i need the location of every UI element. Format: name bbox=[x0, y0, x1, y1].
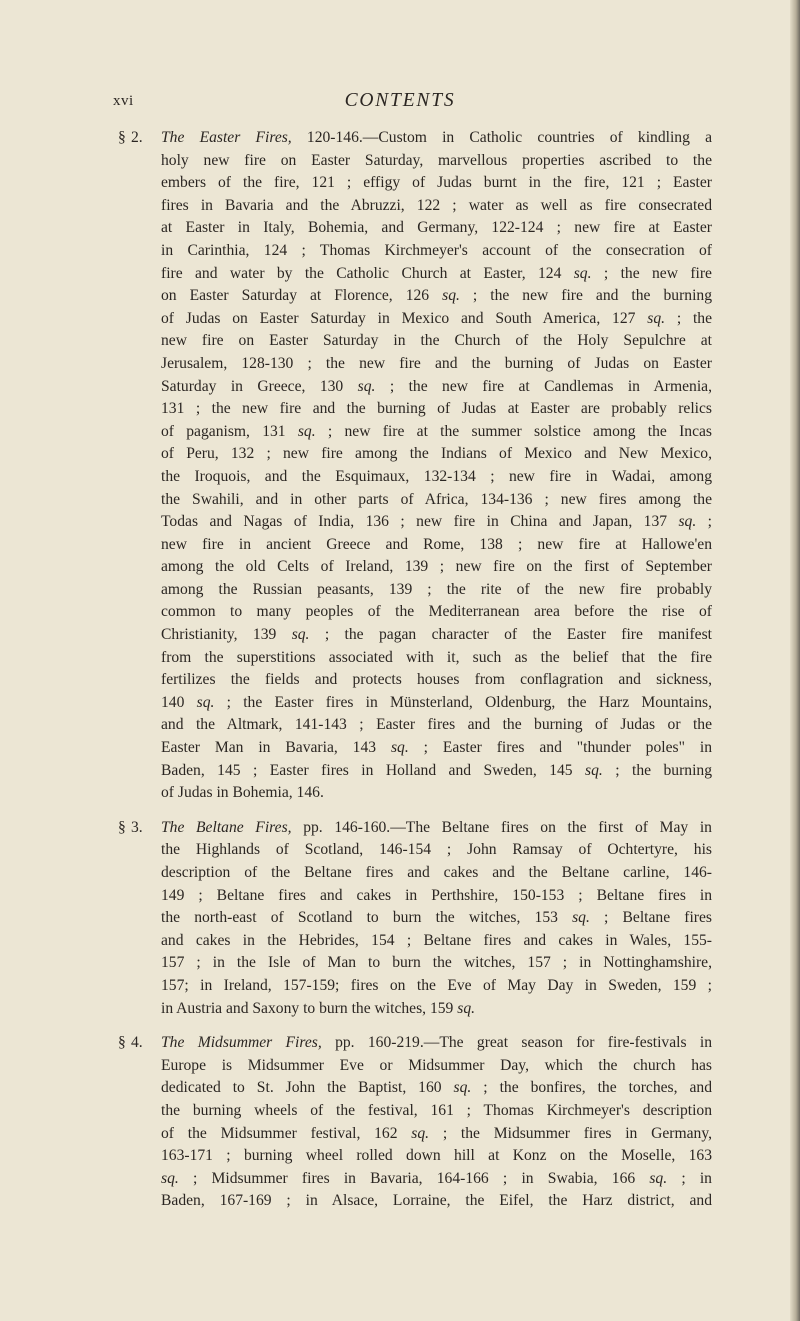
section-text-line: sq. ; Midsummer fires in Bavaria, 164-166 ; in Swabia, 166 sq. ; in bbox=[161, 1169, 712, 1187]
section-text-line: new fire in ancient Greece and Rome, 138 ; new fire at Hallowe'en bbox=[161, 535, 712, 553]
section-text-line: on Easter Saturday at Florence, 126 sq. ; the new fire and the burning bbox=[161, 287, 712, 305]
section-continuation bbox=[118, 1055, 712, 1213]
section-text-line: among the old Celts of Ireland, 139 ; new fire on the first of September bbox=[161, 558, 712, 576]
section-mark: § bbox=[118, 818, 126, 836]
section-text-line: common to many peoples of the Mediterranean area before the rise of bbox=[161, 603, 712, 621]
page-number: xvi bbox=[113, 93, 134, 109]
section-text-line: 149 ; Beltane fires and cakes in Perthshire, 150-153 ; Beltane fires in bbox=[161, 886, 712, 904]
section-number: 3. bbox=[131, 818, 143, 836]
section-text-line: 140 sq. ; the Easter fires in Münsterland, Oldenburg, the Harz Mountains, bbox=[161, 693, 712, 711]
section-text-line: 157; in Ireland, 157-159; fires on the Eve of May Day in Sweden, 159 ; bbox=[161, 976, 712, 994]
section-text-line: and the Altmark, 141-143 ; Easter fires and the burning of Judas or the bbox=[161, 716, 712, 734]
page-edge-shadow bbox=[790, 0, 800, 1321]
page-header bbox=[0, 90, 800, 119]
section-continuation bbox=[118, 150, 712, 805]
section-text-line: The Midsummer Fires, pp. 160-219.—The great season for fire-festivals in bbox=[161, 1034, 712, 1052]
section-text-line: the burning wheels of the festival, 161 ; Thomas Kirchmeyer's description bbox=[161, 1101, 712, 1119]
section-number: 2. bbox=[131, 129, 143, 146]
section-text-line: of Peru, 132 ; new fire among the Indians of Mexico and New Mexico, bbox=[161, 445, 712, 463]
section-text-line: dedicated to St. John the Baptist, 160 sq. ; the bonfires, the torches, and bbox=[161, 1079, 713, 1097]
section-text-line: 131 ; the new fire and the burning of Judas at Easter are probably relics bbox=[161, 400, 712, 418]
section-continuation bbox=[118, 839, 712, 1020]
section-first-line bbox=[118, 817, 712, 840]
section-text-line: embers of the fire, 121 ; effigy of Judas burnt in the fire, 121 ; Easter bbox=[161, 174, 712, 192]
section-text-line: in Carinthia, 124 ; Thomas Kirchmeyer's account of the consecration of bbox=[161, 241, 712, 259]
section-text-line: and cakes in the Hebrides, 154 ; Beltane fires and cakes in Wales, 155- bbox=[161, 931, 712, 949]
section-text-line: new fire on Easter Saturday in the Church of the Holy Sepulchre at bbox=[161, 332, 712, 350]
section-text-line: The Beltane Fires, pp. 146-160.—The Beltane fires on the first of May in bbox=[161, 818, 712, 836]
section-text-line: Easter Man in Bavaria, 143 sq. ; Easter fires and "thunder poles" in bbox=[161, 739, 712, 757]
section-text-line: fertilizes the fields and protects houses from conflagration and sickness, bbox=[161, 671, 712, 689]
section-text-line: the Highlands of Scotland, 146-154 ; John Ramsay of Ochtertyre, his bbox=[161, 841, 712, 859]
section-text-line: in Austria and Saxony to burn the witches, 159 sq. bbox=[161, 999, 476, 1017]
section-text-line: Jerusalem, 128-130 ; the new fire and the burning of Judas on Easter bbox=[161, 354, 712, 372]
section-text-line: among the Russian peasants, 139 ; the rite of the new fire probably bbox=[161, 580, 712, 598]
section-text-line: from the superstitions associated with it, such as the belief that the fire bbox=[161, 648, 712, 666]
section-text-line: fires in Bavaria and the Abruzzi, 122 ; water as well as fire consecrated bbox=[161, 196, 712, 214]
section-first-line bbox=[118, 1032, 712, 1055]
section-text-line: 163-171 ; burning wheel rolled down hill at Konz on the Moselle, 163 bbox=[161, 1147, 712, 1165]
section-text-line: Saturday in Greece, 130 sq. ; the new fire at Candlemas in Armenia, bbox=[161, 377, 712, 395]
section-text-line: Europe is Midsummer Eve or Midsummer Day, which the church has bbox=[161, 1056, 712, 1074]
section-text-line: Christianity, 139 sq. ; the pagan character of the Easter fire manifest bbox=[161, 626, 712, 644]
section-text-line: 157 ; in the Isle of Man to burn the witches, 157 ; in Nottinghamshire, bbox=[161, 954, 712, 972]
section-text-line: of Judas on Easter Saturday in Mexico and South America, 127 sq. ; the bbox=[161, 309, 713, 327]
section-number: 4. bbox=[131, 1034, 143, 1052]
section-text-line: fire and water by the Catholic Church at Easter, 124 sq. ; the new fire bbox=[161, 264, 712, 282]
section-text-line: of the Midsummer festival, 162 sq. ; the Midsummer fires in Germany, bbox=[161, 1124, 713, 1142]
section-text-line: at Easter in Italy, Bohemia, and Germany, 122-124 ; new fire at Easter bbox=[161, 219, 712, 237]
section-text-line: the Iroquois, and the Esquimaux, 132-134 ; new fire in Wadai, among bbox=[161, 467, 712, 485]
section-text-line: the north-east of Scotland to burn the witches, 153 sq. ; Beltane fires bbox=[161, 909, 712, 927]
section-first-line bbox=[118, 127, 712, 150]
section-text-line: of Judas in Bohemia, 146. bbox=[161, 784, 324, 802]
section-text-line: description of the Beltane fires and cakes and the Beltane carline, 146- bbox=[161, 864, 712, 881]
contents-section bbox=[118, 817, 712, 1020]
contents-body bbox=[118, 127, 712, 1225]
section-text-line: the Swahili, and in other parts of Africa, 134-136 ; new fires among the bbox=[161, 490, 712, 508]
section-mark: § bbox=[118, 129, 126, 146]
section-text-line: Baden, 167-169 ; in Alsace, Lorraine, the Eifel, the Harz district, and bbox=[161, 1192, 712, 1210]
section-text-line: The Easter Fires, 120-146.—Custom in Catholic countries of kindling a bbox=[161, 129, 713, 146]
section-mark: § bbox=[118, 1034, 126, 1052]
contents-section bbox=[118, 127, 712, 805]
contents-section bbox=[118, 1032, 712, 1213]
section-text-line: holy new fire on Easter Saturday, marvellous properties ascribed to the bbox=[161, 151, 712, 169]
section-text-line: Todas and Nagas of India, 136 ; new fire in China and Japan, 137 sq. ; bbox=[161, 513, 712, 531]
section-text-line: of paganism, 131 sq. ; new fire at the summer solstice among the Incas bbox=[161, 422, 712, 440]
running-title: CONTENTS bbox=[344, 90, 456, 111]
section-text-line: Baden, 145 ; Easter fires in Holland and Sweden, 145 sq. ; the burning bbox=[161, 761, 712, 779]
